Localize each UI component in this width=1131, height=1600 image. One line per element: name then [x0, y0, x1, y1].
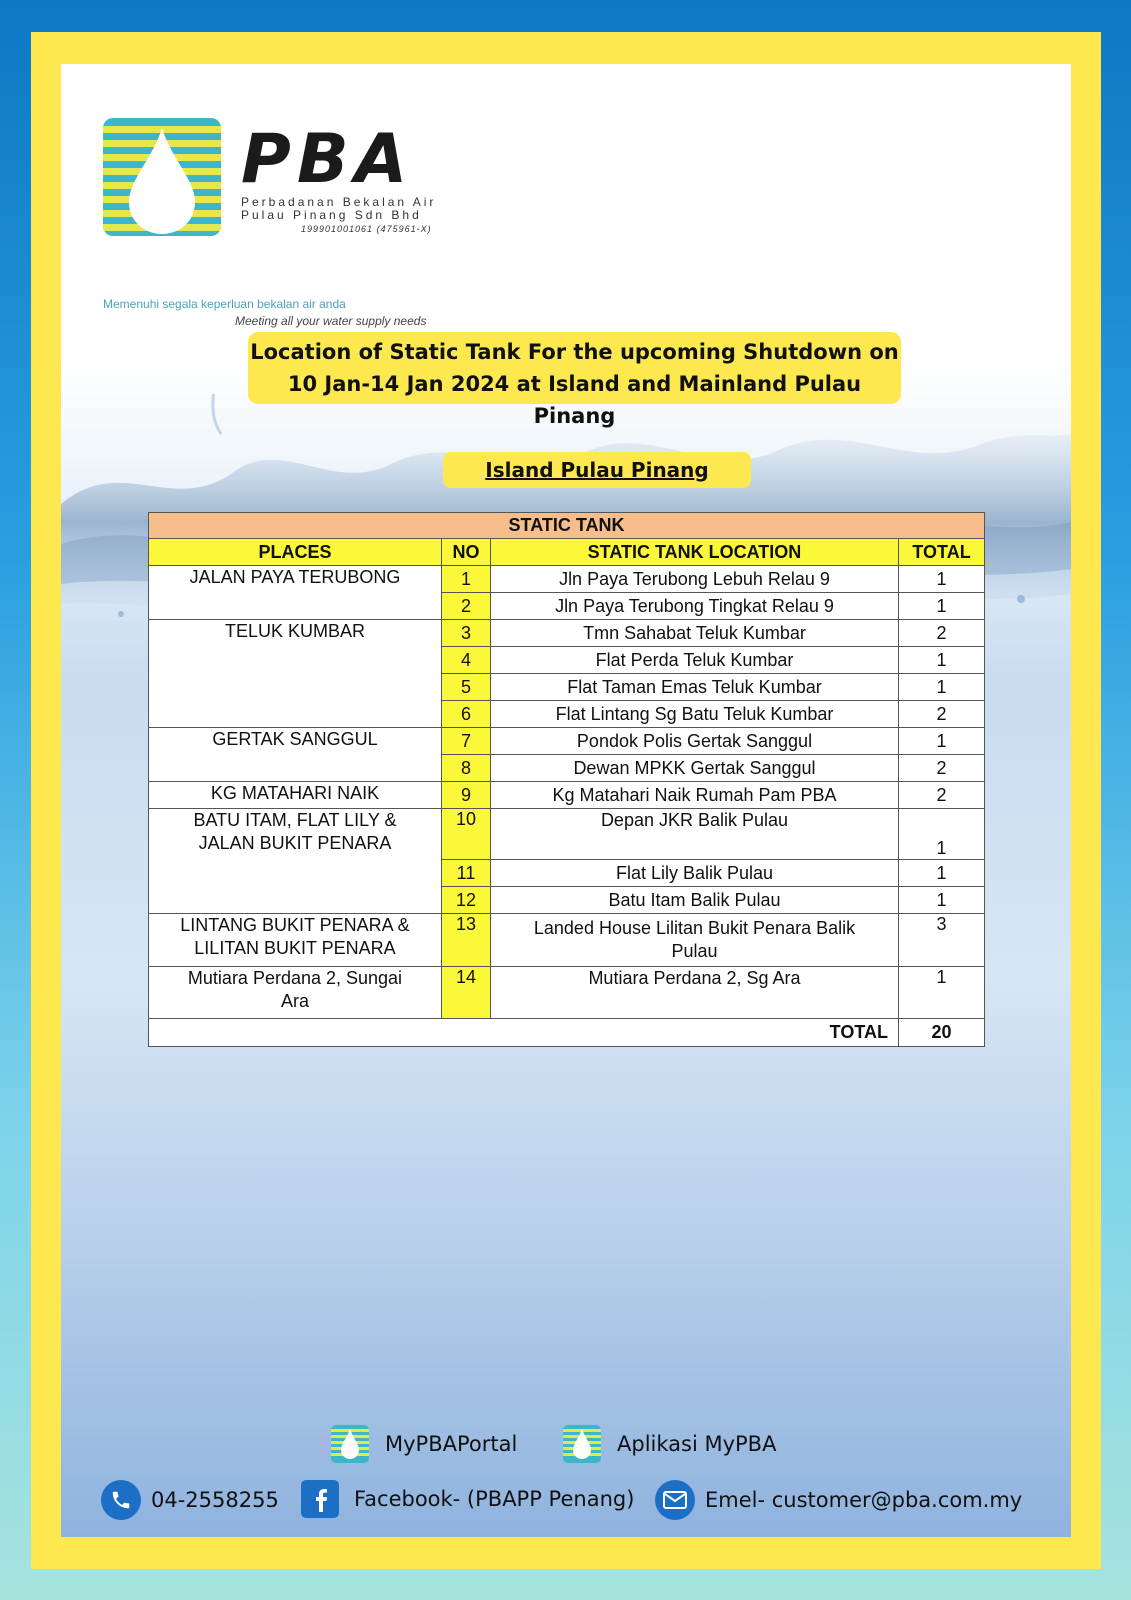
mypba-app-icon [563, 1425, 601, 1463]
total-cell: 2 [899, 701, 985, 728]
location-cell: Flat Taman Emas Teluk Kumbar [491, 674, 899, 701]
column-header-places: PLACES [149, 539, 442, 566]
logo-tagline-english: Meeting all your water supply needs [235, 314, 427, 328]
total-cell: 2 [899, 782, 985, 809]
location-cell: Landed House Lilitan Bukit Penara Balik Pulau [491, 914, 899, 967]
section-subtitle: Island Pulau Pinang [443, 452, 751, 488]
facebook-label: Facebook- (PBAPP Penang) [354, 1487, 635, 1511]
no-cell: 8 [442, 755, 491, 782]
total-cell: 1 [899, 967, 985, 1019]
place-cell: TELUK KUMBAR [149, 620, 442, 728]
place-cell: Mutiara Perdana 2, Sungai Ara [149, 967, 442, 1019]
no-cell: 6 [442, 701, 491, 728]
poster [61, 64, 1071, 1537]
email-label: Emel- customer@pba.com.my [705, 1488, 1023, 1512]
static-tank-table [148, 512, 985, 1047]
pba-logo [103, 118, 463, 338]
phone-contact[interactable] [101, 1480, 279, 1520]
location-cell: Jln Paya Terubong Tingkat Relau 9 [491, 593, 899, 620]
total-cell: 1 [899, 593, 985, 620]
table-row [149, 566, 985, 593]
table-caption: STATIC TANK [149, 513, 985, 539]
phone-icon [101, 1480, 141, 1520]
mypba-app-label: Aplikasi MyPBA [617, 1432, 777, 1456]
footer-apps [61, 1424, 1071, 1464]
facebook-link[interactable] [301, 1480, 634, 1518]
location-cell: Mutiara Perdana 2, Sg Ara [491, 967, 899, 1019]
footer-contacts [61, 1478, 1071, 1522]
column-header-no: NO [442, 539, 491, 566]
place-cell: LINTANG BUKIT PENARA & LILITAN BUKIT PENARA [149, 914, 442, 967]
page-title: Location of Static Tank For the upcoming Shutdown on 10 Jan-14 Jan 2024 at Island and Mainland Pulau Pinang [248, 332, 901, 404]
total-cell: 1 [899, 860, 985, 887]
location-cell: Depan JKR Balik Pulau [491, 809, 899, 860]
no-cell: 7 [442, 728, 491, 755]
place-cell: KG MATAHARI NAIK [149, 782, 442, 809]
total-cell: 1 [899, 647, 985, 674]
column-header-total: TOTAL [899, 539, 985, 566]
place-cell: JALAN PAYA TERUBONG [149, 566, 442, 620]
no-cell: 11 [442, 860, 491, 887]
location-cell: Pondok Polis Gertak Sanggul [491, 728, 899, 755]
place-cell: BATU ITAM, FLAT LILY & JALAN BUKIT PENARA [149, 809, 442, 914]
mypba-app-link[interactable] [563, 1425, 776, 1463]
mypba-app-icon [331, 1425, 369, 1463]
table-row [149, 967, 985, 1019]
no-cell: 3 [442, 620, 491, 647]
email-contact[interactable] [655, 1480, 1022, 1520]
location-cell: Flat Lily Balik Pulau [491, 860, 899, 887]
logo-registration: 199901001061 (475961-X) [301, 224, 432, 234]
no-cell: 14 [442, 967, 491, 1019]
no-cell: 5 [442, 674, 491, 701]
logo-wordmark: PBA [241, 120, 414, 199]
table-row [149, 620, 985, 647]
no-cell: 10 [442, 809, 491, 860]
location-cell: Batu Itam Balik Pulau [491, 887, 899, 914]
no-cell: 12 [442, 887, 491, 914]
location-cell: Kg Matahari Naik Rumah Pam PBA [491, 782, 899, 809]
mypba-portal-link[interactable] [331, 1425, 517, 1463]
phone-label: 04-2558255 [151, 1488, 279, 1512]
total-cell: 3 [899, 914, 985, 967]
total-value: 20 [899, 1019, 985, 1047]
total-cell: 2 [899, 620, 985, 647]
no-cell: 4 [442, 647, 491, 674]
location-cell: Jln Paya Terubong Lebuh Relau 9 [491, 566, 899, 593]
place-cell: GERTAK SANGGUL [149, 728, 442, 782]
no-cell: 1 [442, 566, 491, 593]
table-row [149, 809, 985, 860]
total-cell: 1 [899, 728, 985, 755]
no-cell: 9 [442, 782, 491, 809]
logo-company-name: Perbadanan Bekalan Air Pulau Pinang Sdn Bhd [241, 195, 437, 222]
column-header-location: STATIC TANK LOCATION [491, 539, 899, 566]
total-cell: 1 [899, 809, 985, 860]
table-row [149, 914, 985, 967]
mypba-portal-label: MyPBAPortal [385, 1432, 518, 1456]
logo-tagline-malay: Memenuhi segala keperluan bekalan air anda [103, 297, 346, 311]
table-row [149, 728, 985, 755]
location-cell: Flat Lintang Sg Batu Teluk Kumbar [491, 701, 899, 728]
total-label: TOTAL [149, 1019, 899, 1047]
no-cell: 2 [442, 593, 491, 620]
water-drop-logo-icon [103, 118, 221, 236]
total-cell: 1 [899, 566, 985, 593]
location-cell: Dewan MPKK Gertak Sanggul [491, 755, 899, 782]
total-cell: 1 [899, 887, 985, 914]
email-icon [655, 1480, 695, 1520]
total-cell: 1 [899, 674, 985, 701]
location-cell: Flat Perda Teluk Kumbar [491, 647, 899, 674]
location-cell: Tmn Sahabat Teluk Kumbar [491, 620, 899, 647]
table-total-row [149, 1019, 985, 1047]
no-cell: 13 [442, 914, 491, 967]
facebook-icon [301, 1480, 339, 1518]
table-row [149, 782, 985, 809]
total-cell: 2 [899, 755, 985, 782]
